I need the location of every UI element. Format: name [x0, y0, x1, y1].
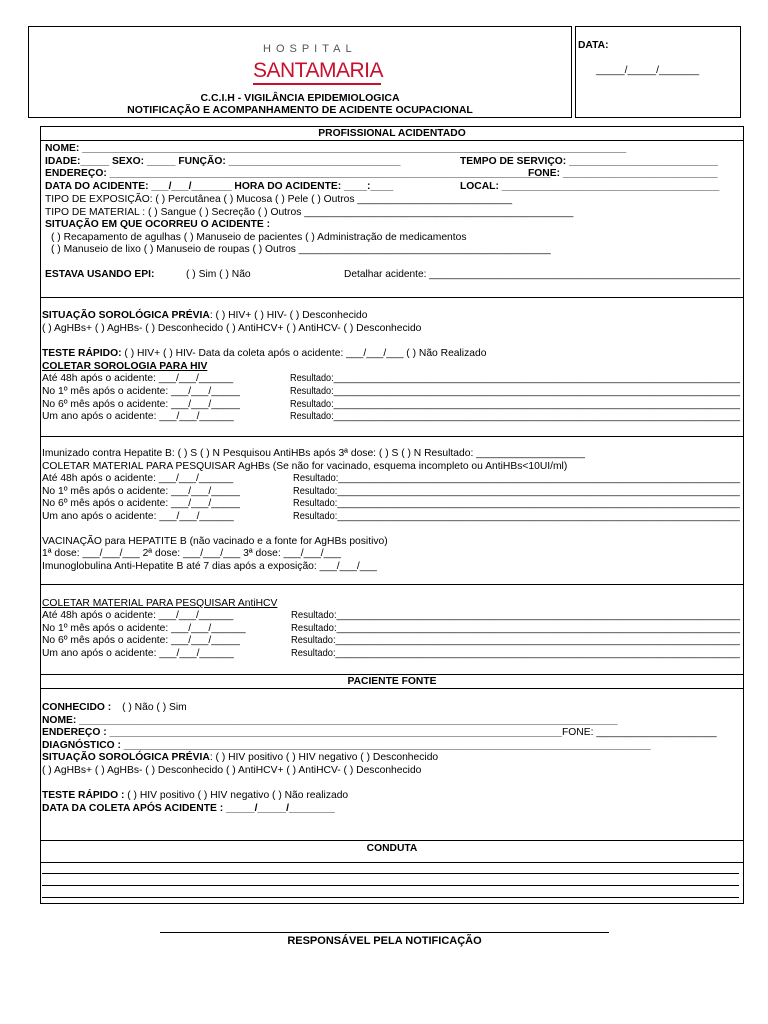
hiv-row-result-3[interactable]: Resultado:________________________________________________________________________________ [290, 411, 741, 422]
hiv-row-result-0[interactable]: Resultado:________________________________________________________________________________ [290, 373, 741, 384]
situacao-options-row1[interactable]: ( ) Recapamento de agulhas ( ) Manuseio de pacientes ( ) Administração de medicamentos [51, 232, 467, 243]
signature-line[interactable] [160, 932, 609, 933]
vacinacao-heading: VACINAÇÃO para HEPATITE B (não vacinado e a fonte for AgHBs positivo) [42, 536, 388, 547]
divider-hcv [41, 584, 743, 585]
header-box [28, 26, 572, 118]
hiv-row-result-1[interactable]: Resultado:________________________________________________________________________________ [290, 386, 741, 397]
divider-conduta [41, 840, 743, 841]
hcv-row-result-2[interactable]: Resultado:______________________________________________________________________________ [291, 635, 740, 646]
section-title-conduta: CONDUTA [41, 843, 743, 863]
fonte-sorologia-label: SITUAÇÃO SOROLÓGICA PRÉVIA [42, 752, 210, 763]
fonte-sorologia-row1[interactable] [42, 752, 438, 764]
conduta-line-3[interactable] [42, 897, 739, 898]
fonte-diagnostico-field[interactable]: DIAGNÓSTICO : ____________________________________________________________________________________________ [42, 740, 651, 751]
section-title-paciente-fonte: PACIENTE FONTE [41, 676, 743, 689]
hcv-row-result-3[interactable]: Resultado:______________________________________________________________________________ [291, 648, 740, 659]
tipo-exposicao-row[interactable]: TIPO DE EXPOSIÇÃO: ( ) Percutânea ( ) Mucosa ( ) Pele ( ) Outros ___________________________ [45, 194, 513, 205]
epi-label: ESTAVA USANDO EPI: [45, 269, 155, 280]
date-field[interactable]: _____/_____/_______ [596, 65, 700, 76]
hep-row-result-2[interactable]: Resultado:______________________________________________________________________________ [293, 498, 740, 509]
conhecido-row[interactable] [42, 702, 187, 714]
sorologia-previa-row2[interactable]: ( ) AgHBs+ ( ) AgHBs- ( ) Desconhecido ( ) AntiHCV+ ( ) AntiHCV- ( ) Desconhecido [42, 323, 422, 334]
hep-row-label-0[interactable]: Até 48h após o acidente: ___/___/______ [42, 473, 234, 484]
idade-sexo-funcao-field[interactable]: IDADE:_____ SEXO: _____ FUNÇÃO: ______________________________ [45, 156, 401, 167]
logo-underline [253, 83, 381, 85]
hcv-row-label-1[interactable]: No 1º mês após o acidente: ___/___/______ [42, 623, 246, 634]
conhecido-label: CONHECIDO : [42, 702, 112, 713]
detalhar-acidente-field[interactable]: Detalhar acidente: _______________________________________________________ [344, 269, 741, 280]
imunoglobulina-row[interactable]: Imunoglobulina Anti-Hepatite B até 7 dias após a exposição: ___/___/___ [42, 561, 377, 572]
data-hora-acidente-field[interactable]: DATA DO ACIDENTE: ___/___/_______ HORA DO ACIDENTE: ____:____ [45, 181, 394, 192]
local-field[interactable]: LOCAL: ______________________________________ [460, 181, 720, 192]
epi-options[interactable]: ( ) Sim ( ) Não [186, 269, 251, 280]
conhecido-options[interactable]: ( ) Não ( ) Sim [122, 702, 187, 713]
date-label: DATA: [578, 40, 609, 51]
fonte-teste-rapido-label: TESTE RÁPIDO : [42, 790, 125, 801]
header-line1: C.C.I.H - VIGILÂNCIA EPIDEMIOLOGICA [200, 92, 400, 104]
tipo-material-row[interactable]: TIPO DE MATERIAL : ( ) Sangue ( ) Secreção ( ) Outros _______________________________________________ [45, 207, 574, 218]
fone-field[interactable]: FONE: ___________________________ [528, 168, 718, 179]
fonte-fone-field[interactable]: FONE: _____________________ [562, 727, 717, 738]
hcv-row-label-2[interactable]: No 6º mês após o acidente: ___/___/_____ [42, 635, 240, 646]
hcv-row-result-1[interactable]: Resultado:____________________________________________________________________________ [291, 623, 741, 634]
hep-row-result-3[interactable]: Resultado:______________________________________________________________________________ [293, 511, 740, 522]
situacao-acidente-label: SITUAÇÃO EM QUE OCORREU O ACIDENTE : [45, 219, 271, 230]
tempo-servico-field[interactable]: TEMPO DE SERVIÇO: __________________________ [460, 156, 718, 167]
hiv-row-result-2[interactable]: Resultado:________________________________________________________________________________ [290, 399, 741, 410]
date-box [575, 26, 741, 118]
hospital-top-text: HOSPITAL [263, 43, 357, 55]
sorologia-previa-row1[interactable] [42, 310, 367, 322]
header-line2: NOTIFICAÇÃO E ACOMPANHAMENTO DE ACIDENTE OCUPACIONAL [127, 104, 473, 116]
hcv-row-label-0[interactable]: Até 48h após o acidente: ___/___/______ [42, 610, 234, 621]
imunizado-hepatite-row[interactable]: Imunizado contra Hepatite B: ( ) S ( ) N Pesquisou AntiHBs após 3ª dose: ( ) S ( ) N Resultado: ___________________ [42, 448, 585, 459]
vacinacao-doses-row[interactable]: 1ª dose: ___/___/___ 2ª dose: ___/___/___ 3ª dose: ___/___/___ [42, 548, 341, 559]
coletar-hiv-heading: COLETAR SOROLOGIA PARA HIV [42, 361, 208, 372]
sorologia-previa-options[interactable]: : ( ) HIV+ ( ) HIV- ( ) Desconhecido [209, 310, 368, 321]
hcv-row-result-0[interactable]: Resultado:____________________________________________________________________________ [291, 610, 741, 621]
fonte-sorologia-options[interactable]: : ( ) HIV positivo ( ) HIV negativo ( ) Desconhecido [209, 752, 439, 763]
section-title-profissional: PROFISSIONAL ACIDENTADO [41, 128, 743, 141]
responsavel-label: RESPONSÁVEL PELA NOTIFICAÇÃO [287, 935, 482, 947]
teste-rapido-row[interactable] [42, 348, 486, 360]
endereco-field[interactable]: ENDEREÇO: _____________________________________________________________________________ [45, 168, 551, 179]
teste-rapido-options[interactable]: ( ) HIV+ ( ) HIV- Data da coleta após o acidente: ___/___/___ ( ) Não Realizado [124, 348, 487, 359]
hep-row-label-1[interactable]: No 1º mês após o acidente: ___/___/_____ [42, 486, 240, 497]
teste-rapido-label: TESTE RÁPIDO: [42, 348, 122, 359]
conduta-line-1[interactable] [42, 873, 739, 874]
sorologia-previa-label: SITUAÇÃO SOROLÓGICA PRÉVIA [42, 310, 210, 321]
coletar-antihcv-heading: COLETAR MATERIAL PARA PESQUISAR AntiHCV [42, 598, 278, 609]
fonte-nome-field[interactable]: NOME: ______________________________________________________________________________________________ [42, 715, 618, 726]
fonte-teste-rapido-options[interactable]: ( ) HIV positivo ( ) HIV negativo ( ) Não realizado [127, 790, 349, 801]
divider-hepatite [41, 436, 743, 437]
hospital-logo-text: SANTAMARIA [253, 59, 383, 82]
hep-row-result-1[interactable]: Resultado:______________________________________________________________________________ [293, 486, 740, 497]
fonte-sorologia-row2[interactable]: ( ) AgHBs+ ( ) AgHBs- ( ) Desconhecido ( ) AntiHCV+ ( ) AntiHCV- ( ) Desconhecido [42, 765, 422, 776]
coletar-aghbs-heading: COLETAR MATERIAL PARA PESQUISAR AgHBs (Se não for vacinado, esquema incompleto ou AntiHBs<10UI/ml) [42, 461, 568, 472]
hep-row-result-0[interactable]: Resultado:____________________________________________________________________________ [293, 473, 741, 484]
fonte-endereco-field[interactable]: ENDEREÇO : _______________________________________________________________________________ [42, 727, 562, 738]
hep-row-label-2[interactable]: No 6º mês após o acidente: ___/___/_____ [42, 498, 240, 509]
situacao-options-row2[interactable]: ( ) Manuseio de lixo ( ) Manuseio de roupas ( ) Outros ____________________________________________ [51, 244, 551, 255]
hiv-row-label-2[interactable]: No 6º mês após o acidente: ___/___/_____ [42, 399, 240, 410]
fonte-teste-rapido-row[interactable] [42, 790, 348, 802]
fonte-data-coleta-field[interactable]: DATA DA COLETA APÓS ACIDENTE : _____/_____/________ [42, 803, 335, 814]
hiv-row-label-3[interactable]: Um ano após o acidente: ___/___/______ [42, 411, 234, 422]
hep-row-label-3[interactable]: Um ano após o acidente: ___/___/______ [42, 511, 234, 522]
nome-field[interactable]: NOME: _______________________________________________________________________________________________ [45, 143, 627, 154]
hiv-row-label-1[interactable]: No 1º mês após o acidente: ___/___/_____ [42, 386, 240, 397]
hcv-row-label-3[interactable]: Um ano após o acidente: ___/___/______ [42, 648, 234, 659]
divider-hiv [41, 297, 743, 298]
divider-fonte [41, 674, 743, 675]
hiv-row-label-0[interactable]: Até 48h após o acidente: ___/___/______ [42, 373, 234, 384]
conduta-line-2[interactable] [42, 885, 739, 886]
